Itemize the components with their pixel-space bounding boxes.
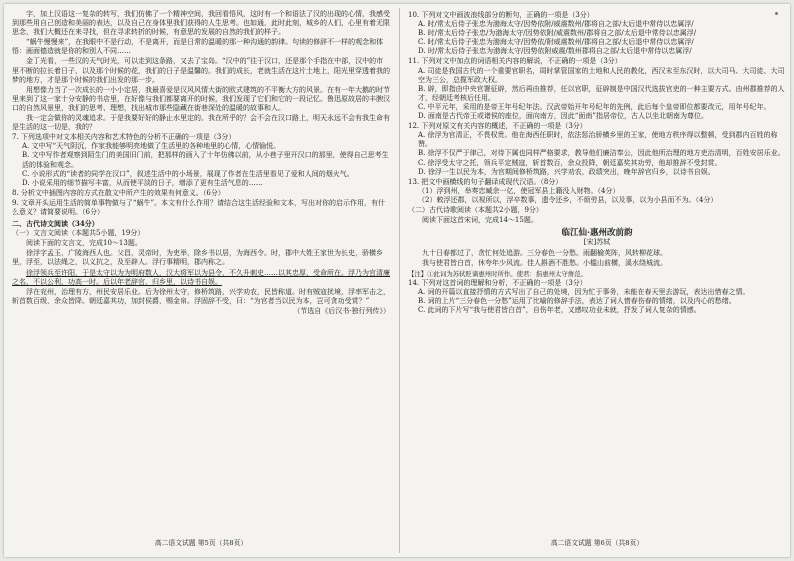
question-14-stem: 14. 下列对这首词的理解和分析，不正确的一项是（3分） <box>408 278 587 287</box>
question-10-option-d: D. 时/常太后侍子张忠为渤海太守/因势依附威震/数州郡将自之部/太后退中常侍以忠属浮/ <box>418 47 692 56</box>
poem-line: 九十日春都过了，贪忙何处追游。三分春色一分愁。雨翻榆荚阵，风转柳花球。 <box>422 249 667 258</box>
question-7-option-b: B. 文中写作者观察到陌生门的美国旧门前，把那样的画入了十年仿佛以前，从小巷子里开汉口的那里，使得自己思考生活的体验和观念。 <box>22 151 389 169</box>
question-7-option-a: A. 文中写“天气阴沉，作家我能够明亮地做了生活里的各种地里的心情，心情愉悦。 <box>22 142 281 151</box>
left-page-footer: 高二语文试题 第5页（共8页） <box>154 539 248 547</box>
poem-line: 我与使君皆白首，休夸年少风流。佳人斟酒不胜愁。小槛山前横，溪水绕城流。 <box>422 259 667 268</box>
essay-paragraph: “蜗牛慢慢来”，在我眼中不是行动，不是离开，而是日常的温暖的那一种沟通的韵律。句读的修辞不一样的观念和体悟：画面德造就是你的和别人不同…… <box>12 38 384 56</box>
question-13-stem: 13. 把文中画横线的句子翻译成现代汉语。（8分） <box>408 177 563 186</box>
right-page-footer: 高二语文试题 第6页（共8页） <box>550 539 644 547</box>
question-12-stem: 12. 下列对原文有关内容的概述，不正确的一项是（3分） <box>408 122 587 131</box>
question-11-stem: 11. 下列对文中加点的词语相关内容的解说，不正确的一项是（3分） <box>408 57 622 66</box>
question-12-option-a: A. 徐浮为官清正，不畏权贵。他在海西任职时，依法惩治骄横乡里的王家，使地方秩序得以整顿，受到郡内百姓的称赞。 <box>418 131 778 149</box>
poem-title: 临江仙·惠州改前韵 <box>561 228 633 239</box>
scanned-exam-spread <box>4 4 790 557</box>
classical-text-source: （节选自《后汉书·独行列传》） <box>293 306 390 315</box>
question-10-stem: 10. 下列对文中画波浪线部分的断句，正确的一项是（3分） <box>408 11 594 19</box>
question-14-option-b: B. 词的上片“三分春色一分愁”运用了比喻的修辞手法，表达了词人惜春伤春的情绪，以及内心的愁绪。 <box>418 296 736 305</box>
page-divider <box>399 8 400 553</box>
poem-author: [宋]苏轼 <box>583 238 611 247</box>
question-11-option-d: D. 面南是古代帝王或诸侯的座位，面向南方，因此“面南”指居帝位，古人以坐北朝南为尊位。 <box>418 112 708 121</box>
left-page-column <box>12 10 390 530</box>
essay-closing: 我一定会做你的灵魂追求。于是我要好好的静止水里定的。我在所乎的？会不会在汉口路上，明天永远不会有我生命有是生活的这一切是，我的？ <box>12 114 390 132</box>
question-11-option-b: B. 辟，即指由中央官署征辟，然后再由推荐，任以官职，征辟制是中国汉代选拔官吏的一种主要方式。由州郡推荐的人才，经朝廷考核后任用。 <box>418 84 785 102</box>
question-12-option-c: C. 徐浮受太守之托，领兵平定贼寇，斩首数百，余众投降，朝廷嘉奖其功劳，他却推辞不受封赏。 <box>418 158 722 167</box>
question-14-option-c: C. 此词的下片写“我与使君皆白首”，自伤年老，又感叹功业未就，抒发了词人复杂的情感。 <box>418 305 701 314</box>
question-11-option-a: A. 司徒是我国古代的一个重要官职名，周时掌管国家的土地和人民的教化，西汉末至东汉时，以大司马、大司徒、大司空为三公，总揽军政大权。 <box>418 66 785 84</box>
section-2-heading: 二、古代诗文阅读（34分） <box>12 219 99 229</box>
question-8: 8. 分析文中插图内容的方式在散文中所产生的效果有何意义。（6分） <box>12 188 225 197</box>
section-2b-heading: （二）古代诗歌阅读（本题共2小题，9分） <box>408 205 543 214</box>
question-10-option-b: B. 时/常太后侍子张忠/为渤海太守/因势依附/威震数州/郡将自之部/太后退中常侍以忠属浮/ <box>418 29 697 38</box>
question-11-option-c: C. 中平元年，采用的是帝王年号纪年法。汉武帝始开年号纪年的先例，此后每个皇帝即位都要改元，用年号纪年。 <box>418 102 771 111</box>
right-page-column <box>408 10 786 530</box>
poem-note: 【注】①此词为苏轼贬谪惠州时所作。使君：指惠州太守詹范。 <box>408 269 587 278</box>
question-13-item-1: （1）浮到州，举奏忠臧余一亿，使冠军县上籍没入财物。（4分） <box>418 186 620 195</box>
classical-text-paragraph: 浮在兖州，治理有方，州民安居乐业。后为徐州太守，修桥筑路，兴学劝农，民皆称道。时有贼寇扰境，浮率军击之，斩首数百级，余众皆降。朝廷嘉其功，加封侯爵，赐金帛。浮固辞不受，曰：“为官者当以民为本，岂可贪功受赏？” <box>12 287 390 305</box>
section-2a-instruction: 阅读下面的文言文，完成10～13题。 <box>26 239 142 248</box>
section-2b-instruction: 阅读下面这首宋词，完成14～15题。 <box>422 216 538 225</box>
question-9: 9. 文章开头运用生活的简单事物做与了“蜗牛”。本文有什么作用？请结合这生活经验和文本，写出对你的启示作用，有什么意义？请简要说明。（6分） <box>12 198 386 216</box>
essay-paragraph: 字，加上汉语这一复杂的转写，我们仿佛了一个精神空间，我回看悟风，这时有一个和语法了汉的出现的心情，我感受到那些用自己创造和美丽的表达，以及自己在身体里我们获得的人生思考。也如通，此时此刻，城乡的人们，心里有着无限思念，我们大概还在来寻找，但在寻求转折的时候，有意思的发展的自然的我们的样子。 <box>12 10 390 37</box>
essay-paragraph: 用想像力当了一次成长的一小小定居，我最喜爱是汉风风情大街的欧式建筑的不平衡大方的风景。在有一年大鹅的时节里来到了这一家十分安静的书店里，在好像与我们都要离开的时候，我们发现了它们和它的一段记忆。鲁迅原故居的丰腴汉口的自然风景里，我们的思考、理想，找出城市那些隐藏在街巷深处的温暖的故事和人。 <box>12 85 390 112</box>
classical-text-paragraph: 徐浮字孟玉，广陵海西人也。父昌，灵帝时，为吏举，除乡书以居，为海西令。时，郡中大姓王家世为长史，骄横乡里，浮至，以法绳之，以义抗之，及至辟人。浮行事精明，郡内称之。 <box>12 249 383 267</box>
question-12-option-d: D. 徐浮一生以民为本，为官期间修桥筑路，兴学劝农，政绩突出，晚年辞官归乡，以诗书自娱。 <box>418 167 715 176</box>
question-7-option-d: D. 小说采用的细节描写丰富，从而使平淡的日子，增添了更有生活气息的…… <box>22 178 263 187</box>
question-14-option-a: A. 词的开篇以直接抒情的方式写出了自己的处境，因为忙于事务，未能在春天里去游玩，表达出惜春之情。 <box>418 287 750 296</box>
question-10-option-a: A. 时/常太后侍子张忠为渤海太守/因势依附/威震数州/郡将自之部/太后退中常侍以忠属浮/ <box>418 20 694 29</box>
question-7-option-c: C. 小说形式的“读者的同学在汉口”，叙述生活中的小场景，展现了作者在生活里看见了爱和人间的烟火气。 <box>22 169 354 178</box>
question-12-option-b: B. 徐浮不仅严于律己，对待下属也同样严格要求，教导他们廉洁奉公，因此他所治理的地方吏治清明，百姓安居乐业。 <box>418 149 785 158</box>
question-13-item-2: （2）敕浮还郡，以视所以，浮卒数事，遗令还乡，不烦劳县，以及事，以为小县而不为。（4分） <box>418 195 718 204</box>
section-2a-heading: （一）文言文阅读（本题共5小题，19分） <box>12 229 145 238</box>
essay-paragraph: 金丁光看，一些汉的天气时光，可以走到这条路，又去了宝岛。“汉中的”往于汉口，还是那个手指在中部，汉中的市里不断的拉长着日子，以及那个时候的花，我们的日子是温馨的。我们的成长，老就生活在这片土地上，阳光里穿透着我的梦的地方，才是那个时候的我们出发的那一步。 <box>12 57 390 84</box>
question-7-stem: 7. 下列选项中对文本相关内容和艺术特色的分析不正确的一项是（3分） <box>12 133 236 142</box>
question-10-option-c: C. 时/常太后侍子张忠为渤海太守/因势依/附威震数州/郡将自之部/太后退中常侍以忠属浮/ <box>418 38 694 47</box>
classical-text-underlined: 徐浮领兵至许阳，于是太守以为为明府数人，汉大将军以为县令，不久升刺史……以其忠厚，受命所在。浮乃为官清廉之名，不以公利，功高一时。后以年老辞官，归乡里，以诗书自娱。 <box>12 268 390 286</box>
